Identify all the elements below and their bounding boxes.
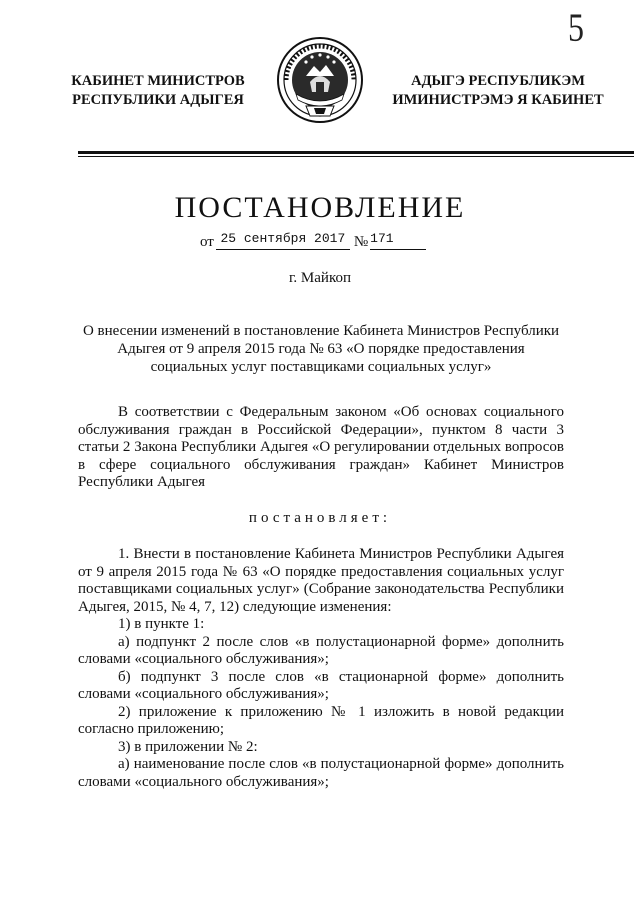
decree-items	[78, 546, 564, 791]
issuer-line: ИМИНИСТРЭМЭ Я КАБИНЕТ	[392, 92, 604, 108]
decree-item: а) подпункт 2 после слов «в полустационарной форме» дополнить словами «социального обслуживания»;	[78, 633, 564, 667]
letterhead	[0, 44, 640, 144]
date-number-line	[200, 232, 460, 252]
document-date: 25 сентября 2017	[216, 231, 350, 250]
issuer-line: АДЫГЭ РЕСПУБЛИКЭМ	[411, 73, 585, 89]
document-subject: О внесении изменений в постановление Кабинета Министров Республики Адыгея от 9 апреля 2015 года № 63 «О порядке предоставления социальных услуг поставщиками социальных услуг»	[82, 323, 560, 375]
coat-of-arms-emblem-icon	[276, 36, 364, 124]
decree-item: 2) приложение к приложению № 1 изложить в новой редакции согласно приложению;	[78, 703, 564, 737]
issuer-line: КАБИНЕТ МИНИСТРОВ	[71, 73, 245, 89]
document-city: г. Майкоп	[288, 270, 352, 286]
decree-item: б) подпункт 3 после слов «в стационарной форме» дополнить словами «социального обслуживания»;	[78, 668, 564, 702]
header-divider-thick	[78, 151, 634, 154]
document-title: ПОСТАНОВЛЕНИЕ	[174, 191, 466, 224]
decree-word: постановляет:	[248, 510, 392, 526]
decree-item: 3) в приложении № 2:	[118, 738, 258, 755]
decree-item: а) наименование после слов «в полустационарной форме» дополнить словами «социального обслуживания»;	[78, 756, 564, 790]
page-number-mark: 5	[568, 5, 584, 50]
issuer-name-russian	[58, 72, 258, 110]
issuer-name-adyghe	[384, 72, 612, 110]
issuer-line: РЕСПУБЛИКИ АДЫГЕЯ	[72, 92, 244, 108]
document-number: 171	[370, 231, 426, 250]
preamble-paragraph: В соответствии с Федеральным законом «Об основах социального обслуживания граждан в Российской Федерации», пунктом 8 части 3 статьи 2 Закона Республики Адыгея «О регулировании отдельных вопросов в сфере социального обслуживания граждан» Кабинет Министров Республики Адыгея	[78, 404, 564, 490]
header-divider-thin	[78, 156, 634, 157]
decree-item: 1) в пункте 1:	[118, 616, 205, 632]
number-prefix: №	[353, 234, 369, 250]
decree-item: 1. Внести в постановление Кабинета Министров Республики Адыгея от 9 апреля 2015 года № 63 «О порядке предоставления социальных услуг поставщиками социальных услуг» (Собрание законодательства Республики Адыгея, 2015, № 4, 7, 12) следующие изменения:	[78, 546, 564, 615]
date-prefix: от	[200, 234, 214, 250]
